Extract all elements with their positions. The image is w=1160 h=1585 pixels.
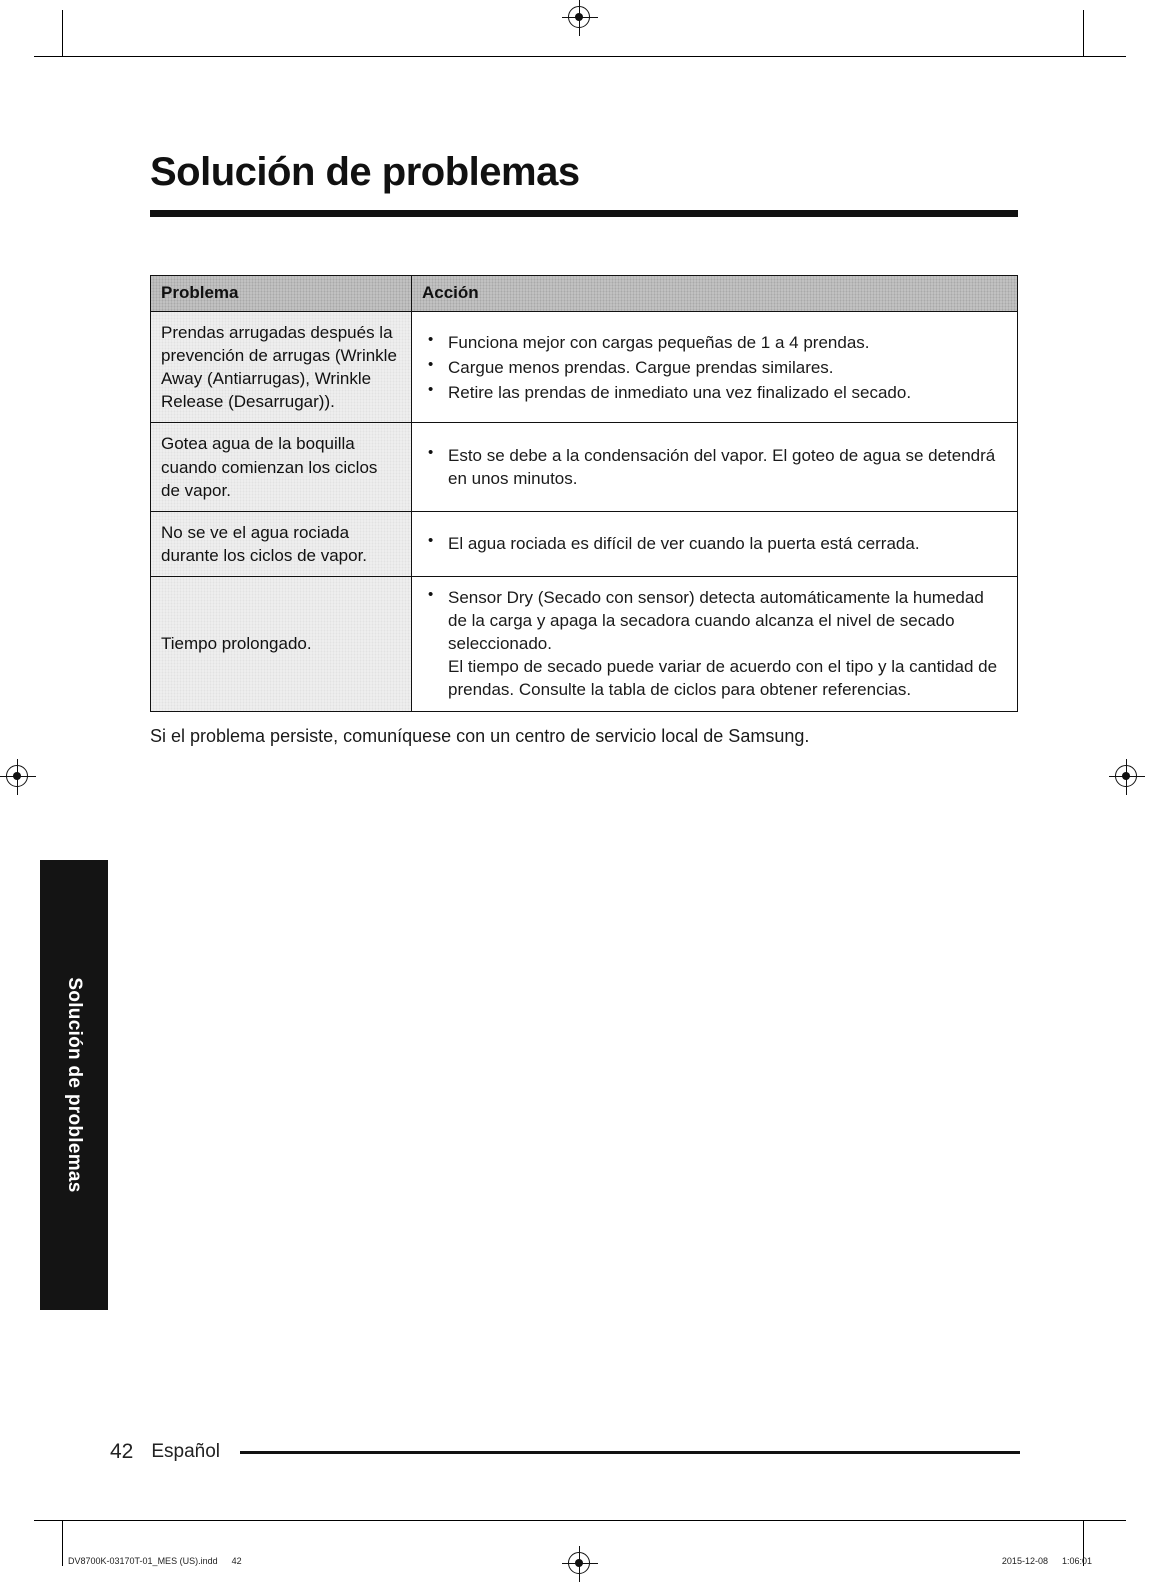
action-bullet-list — [422, 444, 1007, 490]
crop-mark-top-right-vertical — [1083, 10, 1084, 56]
print-slug-page: 42 — [231, 1556, 242, 1566]
registration-mark-bottom — [566, 1550, 594, 1578]
crop-mark-bottom-left-vertical — [62, 1520, 63, 1566]
column-header-problem: Problema — [151, 276, 412, 312]
action-bullet-list — [422, 586, 1007, 655]
print-slug-time: 1:06:01 — [1061, 1556, 1092, 1566]
registration-mark-right — [1113, 763, 1141, 791]
registration-mark-left — [4, 763, 32, 791]
table-row — [151, 511, 1018, 576]
action-bullet-list — [422, 331, 1007, 404]
problem-cell: No se ve el agua rociada durante los ciclos de vapor. — [151, 511, 412, 576]
footer-language: Español — [151, 1441, 221, 1462]
table-body — [151, 312, 1018, 712]
action-bullet: • Sensor Dry (Secado con sensor) detecta automáticamente la humedad de la carga y apaga la secadora cuando alcanza el nivel de secado seleccionado. — [422, 586, 1007, 655]
print-slug-date: 2015-12-08 — [1001, 1556, 1048, 1566]
footer-rule — [240, 1451, 1020, 1454]
print-slug-filename: DV8700K-03170T-01_MES (US).indd — [68, 1556, 218, 1566]
problem-cell: Tiempo prolongado. — [151, 576, 412, 711]
section-side-tab — [40, 860, 108, 1310]
registration-mark-top — [566, 4, 594, 32]
action-bullet: • Cargue menos prendas. Cargue prendas similares. — [422, 356, 1007, 379]
page-number: 42 — [110, 1440, 134, 1463]
table-row — [151, 576, 1018, 711]
section-side-tab-label: Solución de problemas — [64, 977, 85, 1193]
crop-mark-top-left-vertical — [62, 10, 63, 56]
action-extra-line: El tiempo de secado puede variar de acuerdo con el tipo y la cantidad de prendas. Consulte la tabla de ciclos para obtener referencias. — [448, 657, 998, 700]
print-slug-left — [68, 1556, 242, 1566]
action-bullet: • Esto se debe a la condensación del vapor. El goteo de agua se detendrá en unos minutos. — [422, 444, 1007, 490]
table-row — [151, 312, 1018, 423]
closing-note: Si el problema persiste, comuníquese con un centro de servicio local de Samsung. — [150, 725, 810, 746]
problem-cell: Gotea agua de la boquilla cuando comienzan los ciclos de vapor. — [151, 423, 412, 511]
table-row — [151, 423, 1018, 511]
page-rule-bottom — [34, 1520, 1126, 1521]
action-bullet-list — [422, 532, 1007, 555]
action-cell — [412, 312, 1018, 423]
column-header-action: Acción — [412, 276, 1018, 312]
title-underline — [150, 210, 1018, 217]
print-slug-right — [1002, 1556, 1092, 1566]
page-content — [150, 150, 1018, 765]
action-bullet: • Retire las prendas de inmediato una vez finalizado el secado. — [422, 381, 1007, 404]
action-cell — [412, 576, 1018, 711]
page-footer — [110, 1440, 1020, 1464]
action-bullet: • Funciona mejor con cargas pequeñas de 1 a 4 prendas. — [422, 331, 1007, 354]
action-bullet: • El agua rociada es difícil de ver cuando la puerta está cerrada. — [422, 532, 1007, 555]
table-header-row — [151, 276, 1018, 312]
action-cell — [412, 423, 1018, 511]
page-title: Solución de problemas — [150, 150, 580, 194]
troubleshooting-table — [150, 275, 1018, 712]
page-rule-top — [34, 56, 1126, 57]
table-head — [151, 276, 1018, 312]
action-cell — [412, 511, 1018, 576]
problem-cell: Prendas arrugadas después la prevención de arrugas (Wrinkle Away (Antiarrugas), Wrinkle Release (Desarrugar)). — [151, 312, 412, 423]
